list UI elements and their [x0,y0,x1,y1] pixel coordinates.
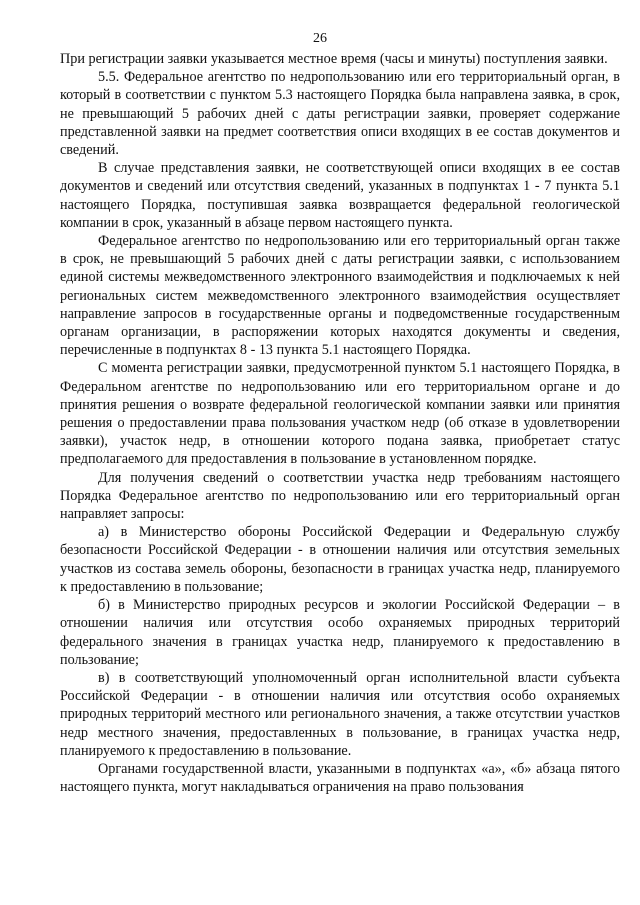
paragraph: Для получения сведений о соответствии участка недр требованиям настоящего Порядка Федеральное агентство по недропользованию или его территориальный орган направляет запросы: [60,469,620,523]
paragraph: 5.5. Федеральное агентство по недропользованию или его территориальный орган, в который в соответствии с пунктом 5.3 настоящего Порядка была направлена заявка, в срок, не превышающий 5 рабочих дней с даты регистрации заявки, проверяет содержание представленной заявки на предмет соответствия описи входящих в ее состав документов и сведений. [60,69,620,159]
page-number: 26 [313,31,327,46]
document-body [60,50,620,796]
paragraph: Федеральное агентство по недропользованию или его территориальный орган также в срок, не превышающий 5 рабочих дней с даты регистрации заявки, с использованием единой системы межведомственного электронного взаимодействия и подключаемых к ней региональных систем межведомственного электронного взаимодействия осуществляет направление запросов в государственные органы и подведомственные государственным органам организации, в распоряжении которых находятся документы и сведения, перечисленные в подпунктах 8 - 13 пункта 5.1 настоящего Порядка. [60,233,620,359]
paragraph: Органами государственной власти, указанными в подпунктах «а», «б» абзаца пятого настоящего пункта, могут накладываться ограничения на право пользования [60,760,620,796]
paragraph: С момента регистрации заявки, предусмотренной пунктом 5.1 настоящего Порядка, в Федеральном агентстве по недропользованию или его территориальном органе и до принятия решения о возврате федеральной геологической компании заявки или принятия решения о предоставлении права пользования участком недр (об отказе в удовлетворении заявки), участок недр, в отношении которого подана заявка, приобретает статус предполагаемого для предоставления в пользование в установленном порядке. [60,360,620,468]
list-item-b: б) в Министерство природных ресурсов и экологии Российской Федерации – в отношении наличия или отсутствия особо охраняемых природных территорий федерального значения в границах участка недр, планируемого к предоставлению в пользование; [60,597,620,668]
paragraph: При регистрации заявки указывается местное время (часы и минуты) поступления заявки. [60,51,608,67]
list-item-a: а) в Министерство обороны Российской Федерации и Федеральную службу безопасности Российской Федерации - в отношении наличия или отсутствия земельных участков из состава земель обороны, безопасности в границах участка недр, планируемого к предоставлению в пользование; [60,524,620,595]
list-item-c: в) в соответствующий уполномоченный орган исполнительной власти субъекта Российской Федерации - в отношении наличия или отсутствия особо охраняемых природных территорий местного или регионального значения, а также отсутствии участков недр местного значения, предоставленных в пользование, в границах участка недр, планируемого к предоставлению в пользование. [60,669,620,759]
paragraph: В случае представления заявки, не соответствующей описи входящих в ее состав документов и сведений или отсутствия сведений, указанных в подпунктах 1 - 7 пункта 5.1 настоящего Порядка, поступившая заявка возвращается федеральной геологической компании в срок, указанный в абзаце первом настоящего пункта. [60,160,620,231]
